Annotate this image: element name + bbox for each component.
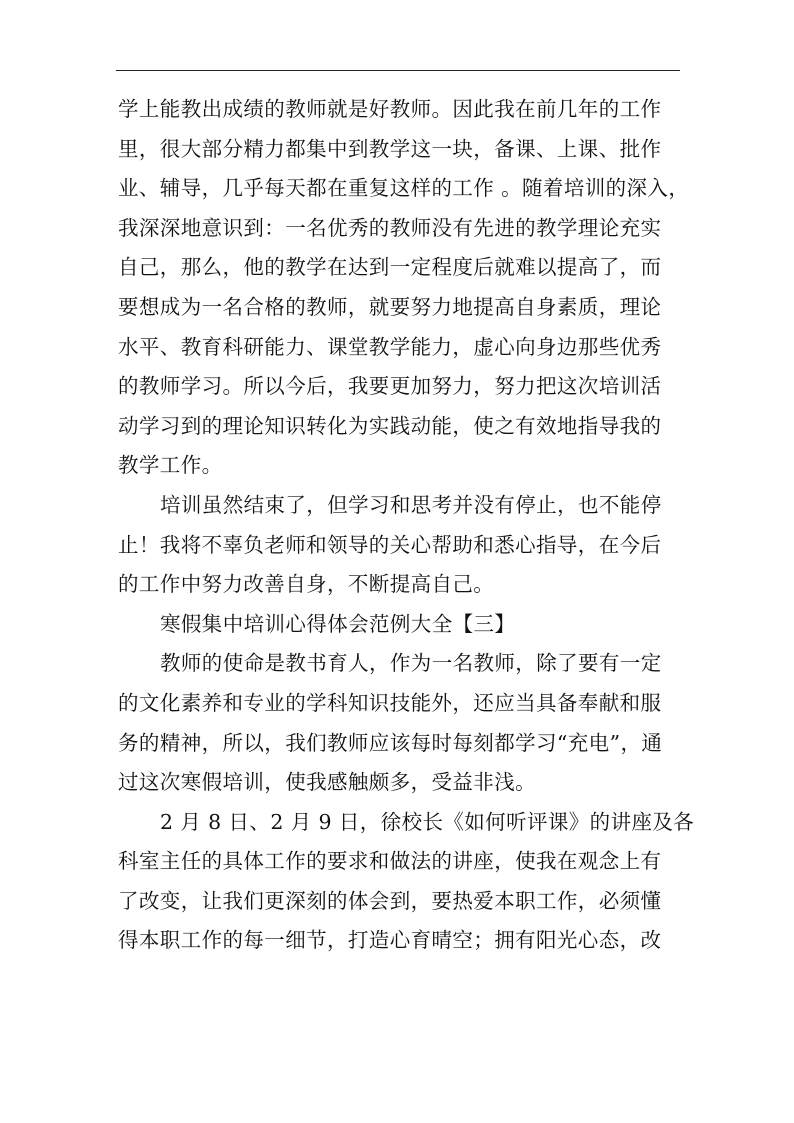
text-line: 务的精神，所以，我们教师应该每时每刻都学习“充电”，通 xyxy=(118,730,663,755)
text-line: 学上能教出成绩的教师就是好教师。因此我在前几年的工作 xyxy=(118,97,662,121)
paragraph-start-line: 2 月 8 日、2 月 9 日，徐校长《如何听评课》的讲座及各 xyxy=(160,809,695,834)
paragraph-start-line: 教师的使命是教书育人，作为一名教师，除了要有一定 xyxy=(160,651,662,676)
text-line: 动学习到的理论知识转化为实践动能，使之有效地指导我的 xyxy=(118,413,662,438)
text-line: 的文化素养和专业的学科知识技能外，还应当具备奉献和服 xyxy=(118,690,662,715)
text-line: 止！我将不辜负老师和领导的关心帮助和悉心指导，在今后 xyxy=(118,532,662,557)
text-line: 过这次寒假培训，使我感触颇多，受益非浅。 xyxy=(118,770,536,795)
document-body xyxy=(118,90,695,961)
text-line: 教学工作。 xyxy=(118,453,223,478)
text-line: 得本职工作的每一细节，打造心育晴空；拥有阳光心态，改 xyxy=(118,928,662,953)
text-line: 要想成为一名合格的教师，就要努力地提高自身素质，理论 xyxy=(118,294,662,319)
text-line: 自己，那么，他的教学在达到一定程度后就难以提高了，而 xyxy=(118,255,662,280)
text-line: 里，很大部分精力都集中到教学这一块，备课、上课、批作 xyxy=(118,136,662,161)
text-line: 的教师学习。所以今后，我要更加努力，努力把这次培训活 xyxy=(118,374,662,399)
text-line: 水平、教育科研能力、课堂教学能力，虚心向身边那些优秀 xyxy=(118,334,662,359)
text-line: 科室主任的具体工作的要求和做法的讲座，使我在观念上有 xyxy=(118,849,662,874)
text-line: 了改变，让我们更深刻的体会到，要热爱本职工作，必须懂 xyxy=(118,888,662,913)
text-line: 我深深地意识到：一名优秀的教师没有先进的教学理论充实 xyxy=(118,215,662,240)
header-rule xyxy=(116,70,680,71)
paragraph-start-line: 培训虽然结束了，但学习和思考并没有停止，也不能停 xyxy=(160,492,662,517)
text-line: 的工作中努力改善自身，不断提高自己。 xyxy=(118,572,495,597)
section-heading: 寒假集中培训心得体会范例大全【三】 xyxy=(160,611,516,636)
text-line: 业、辅导，几乎每天都在重复这样的工作 。随着培训的深入， xyxy=(118,176,690,201)
